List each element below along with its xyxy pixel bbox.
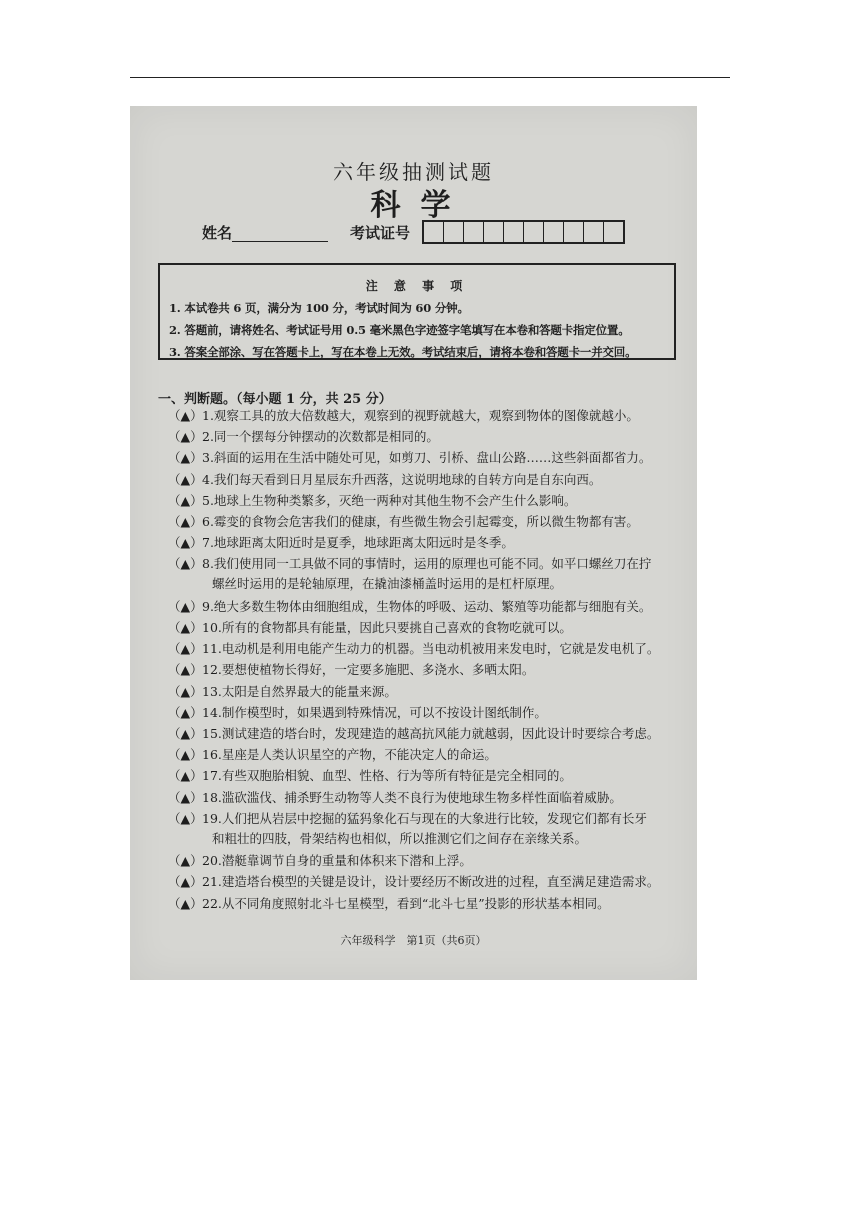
question-text: 3.斜面的运用在生活中随处可见，如剪刀、引桥、盘山公路……这些斜面都省力。: [202, 450, 652, 466]
answer-mark: （▲）: [168, 598, 203, 614]
exam-id-box[interactable]: [604, 222, 623, 242]
answer-mark: （▲）: [168, 429, 203, 445]
answer-mark: （▲）: [168, 641, 203, 657]
question-text: 22.从不同角度照射北斗七星模型，看到“北斗七星”投影的形状基本相同。: [202, 895, 610, 911]
question-item: [168, 872, 659, 892]
exam-id-box[interactable]: [484, 222, 504, 242]
subject-title: 科学: [370, 188, 471, 223]
question-text: 9.绝大多数生物体由细胞组成，生物体的呼吸、运动、繁殖等功能都与细胞有关。: [202, 598, 652, 614]
notice-title: 注 意 事 项: [365, 279, 469, 293]
exam-title: 六年级抽测试题: [333, 160, 494, 184]
question-text: 15.测试建造的塔台时，发现建造的越高抗风能力就越弱，因此设计时要综合考虑。: [202, 726, 660, 741]
answer-mark: （▲）: [168, 704, 203, 720]
question-text: 17.有些双胞胎相貌、血型、性格、行为等所有特征是完全相同的。: [202, 768, 572, 784]
exam-id-box[interactable]: [444, 222, 464, 242]
answer-mark: （▲）: [168, 810, 203, 826]
answer-mark: （▲）: [168, 662, 203, 678]
answer-mark: （▲）: [168, 556, 203, 572]
name-field[interactable]: [232, 223, 328, 242]
exam-page: [130, 106, 697, 980]
question-item: [168, 470, 601, 490]
answer-mark: （▲）: [168, 747, 203, 763]
question-item: [168, 788, 622, 808]
answer-mark: （▲）: [168, 874, 203, 890]
question-item: [168, 533, 514, 553]
question-text: 14.制作模型时，如果遇到特殊情况，可以不按设计图纸制作。: [202, 704, 547, 720]
question-text: 1.观察工具的放大倍数越大，观察到的视野就越大，观察到物体的图像就越小。: [202, 408, 639, 423]
notice-item-1: 1. 本试卷共 6 页，满分为 100 分，考试时间为 60 分钟。: [169, 301, 469, 315]
question-item: [168, 618, 572, 638]
question-item: [168, 639, 659, 659]
answer-mark: （▲）: [168, 789, 203, 805]
question-text: 18.滥砍滥伐、捕杀野生动物等人类不良行为使地球生物多样性面临着威胁。: [202, 789, 622, 805]
answer-mark: （▲）: [168, 768, 203, 784]
question-item: [168, 745, 497, 765]
candidate-info-row: [202, 220, 625, 244]
exam-id-box[interactable]: [584, 222, 604, 242]
exam-id-box[interactable]: [544, 222, 564, 242]
notice-item-3: 3. 答案全部涂、写在答题卡上，写在本卷上无效。考试结束后，请将本卷和答题卡一并交回。: [169, 345, 637, 359]
question-text: 5.地球上生物种类繁多，灭绝一两种对其他生物不会产生什么影响。: [202, 492, 577, 508]
question-item: [168, 724, 659, 744]
question-text: 21.建造塔台模型的关键是设计，设计要经历不断改进的过程，直至满足建造需求。: [202, 874, 660, 890]
answer-mark: （▲）: [168, 408, 203, 423]
question-text-continued: 和粗壮的四肢，骨架结构也相似，所以推测它们之间存在亲缘关系。: [212, 830, 588, 846]
question-text: 11.电动机是利用电能产生动力的机器。当电动机被用来发电时，它就是发电机了。: [202, 641, 660, 657]
question-item: [168, 512, 639, 532]
question-item: [168, 703, 547, 723]
answer-mark: （▲）: [168, 450, 203, 466]
question-item: [168, 427, 439, 447]
question-item: [168, 809, 647, 849]
question-text: 6.霉变的食物会危害我们的健康，有些微生物会引起霉变，所以微生物都有害。: [202, 514, 639, 529]
top-rule: [130, 77, 730, 78]
answer-mark: （▲）: [168, 535, 203, 551]
answer-mark: （▲）: [168, 683, 203, 699]
question-item: [168, 448, 651, 468]
question-text: 8.我们使用同一工具做不同的事情时，运用的原理也可能不同。如平口螺丝刀在拧: [202, 556, 652, 572]
exam-id-box[interactable]: [424, 222, 444, 242]
question-text: 4.我们每天看到日月星辰东升西落，这说明地球的自转方向是自东向西。: [202, 471, 602, 487]
question-text: 19.人们把从岩层中挖掘的猛犸象化石与现在的大象进行比较，发现它们都有长牙: [202, 810, 647, 826]
question-text: 16.星座是人类认识星空的产物，不能决定人的命运。: [202, 747, 497, 763]
answer-mark: （▲）: [168, 471, 203, 487]
question-text: 12.要想使植物长得好，一定要多施肥、多浇水、多晒太阳。: [202, 662, 535, 678]
question-item: [168, 406, 639, 426]
question-text: 2.同一个摆每分钟摆动的次数都是相同的。: [202, 429, 439, 445]
question-item: [168, 851, 472, 871]
answer-mark: （▲）: [168, 514, 203, 529]
notice-item-2: 2. 答题前，请将姓名、考试证号用 0.5 毫米黑色字迹签字笔填写在本卷和答题卡指定位置。: [169, 323, 630, 337]
name-label: 姓名: [202, 223, 233, 242]
question-text: 10.所有的食物都具有能量，因此只要挑自己喜欢的食物吃就可以。: [202, 620, 572, 635]
exam-id-box[interactable]: [464, 222, 484, 242]
exam-id-box[interactable]: [564, 222, 584, 242]
question-text: 7.地球距离太阳近时是夏季，地球距离太阳远时是冬季。: [202, 535, 514, 551]
question-item: [168, 894, 610, 914]
answer-mark: （▲）: [168, 895, 203, 911]
answer-mark: （▲）: [168, 853, 203, 869]
section-heading: 一、判断题。（每小题 1 分，共 25 分）: [158, 392, 392, 407]
page-footer: 六年级科学 第1页（共6页）: [340, 934, 487, 947]
exam-id-label: 考试证号: [350, 223, 411, 242]
question-item: [168, 491, 576, 511]
notice-box: [158, 263, 676, 360]
exam-id-box[interactable]: [524, 222, 544, 242]
question-item: [168, 766, 572, 786]
answer-mark: （▲）: [168, 726, 203, 741]
question-text: 20.潜艇靠调节自身的重量和体积来下潜和上浮。: [202, 853, 472, 869]
question-item: [168, 682, 397, 702]
exam-id-box[interactable]: [504, 222, 524, 242]
question-item: [168, 660, 534, 680]
question-item: [168, 554, 651, 594]
exam-id-boxes[interactable]: [422, 220, 625, 244]
answer-mark: （▲）: [168, 620, 203, 635]
question-text: 13.太阳是自然界最大的能量来源。: [202, 683, 397, 699]
answer-mark: （▲）: [168, 492, 203, 508]
question-text-continued: 螺丝时运用的是轮轴原理，在撬油漆桶盖时运用的是杠杆原理。: [212, 576, 563, 592]
question-item: [168, 597, 651, 617]
